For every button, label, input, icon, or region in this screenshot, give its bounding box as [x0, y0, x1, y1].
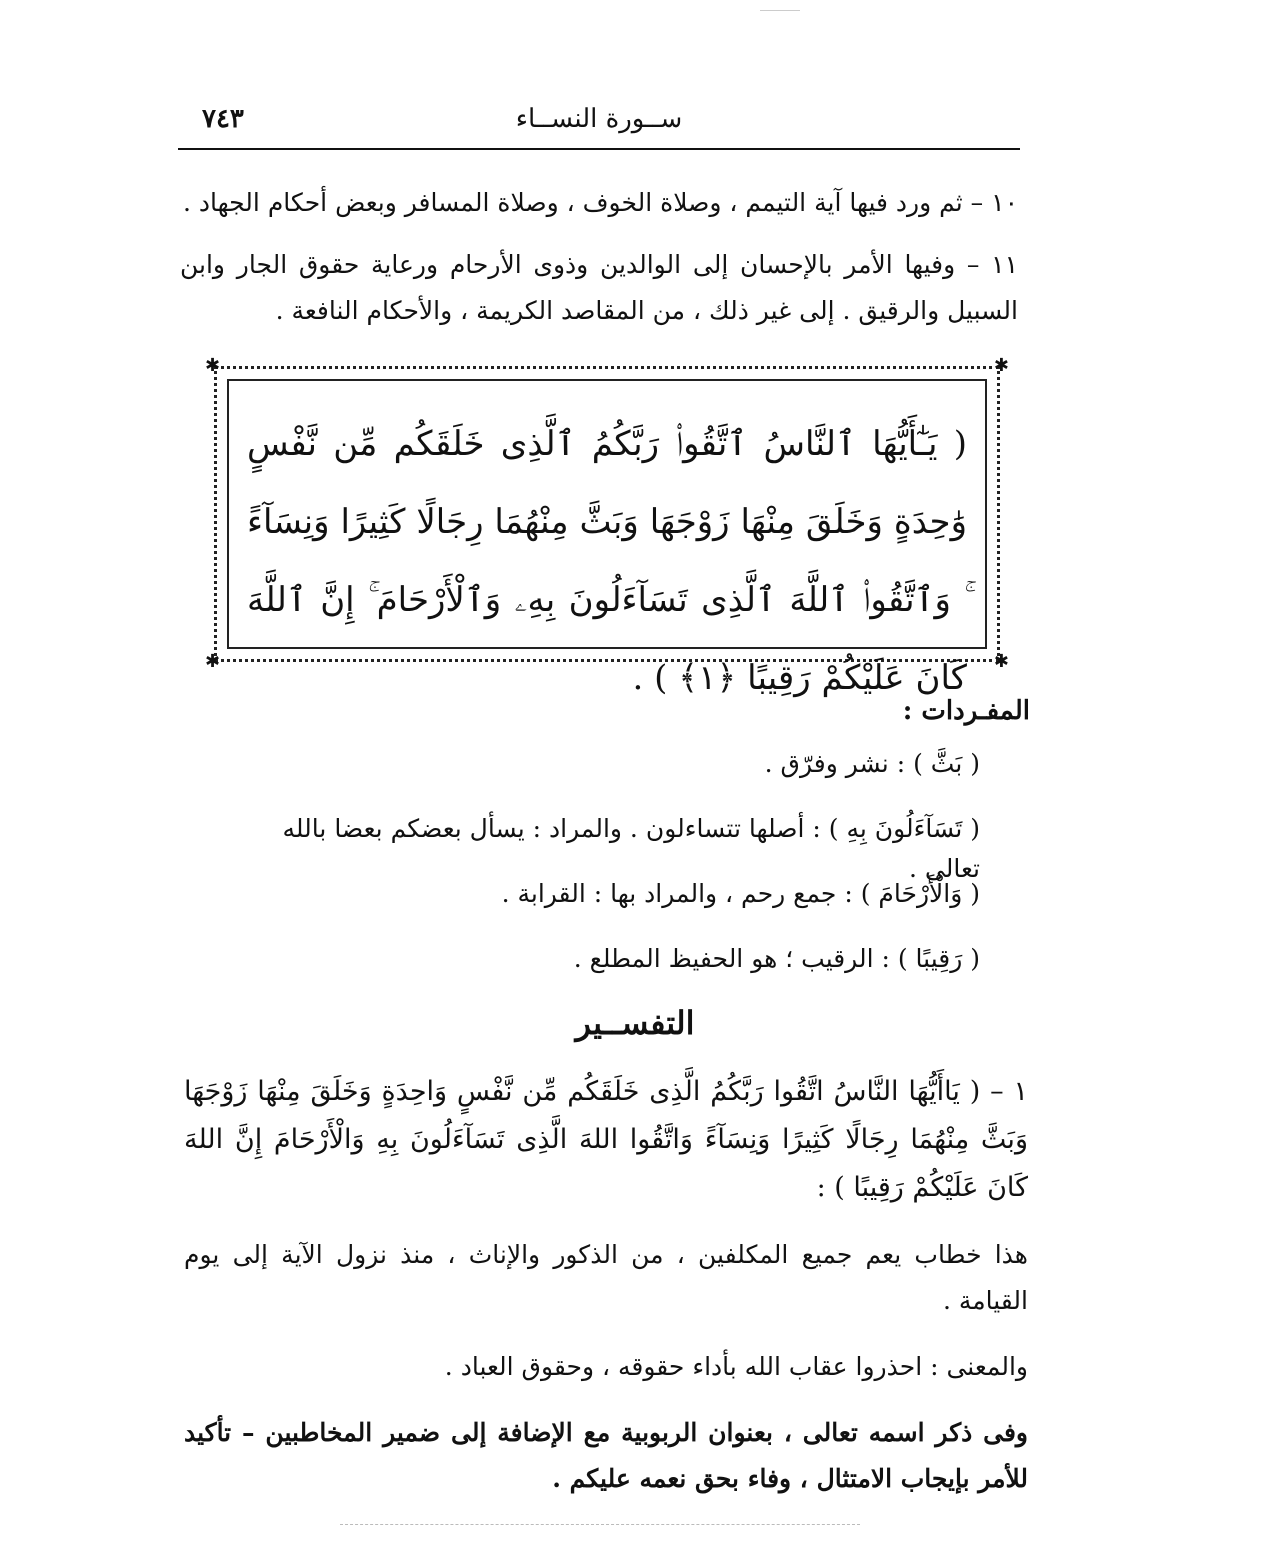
vocabulary-item: ( رَقِيبًا ) : الرقيب ؛ هو الحفيظ المطلع .: [573, 944, 980, 973]
frame-star-icon: ✱: [993, 651, 1009, 672]
commentary-paragraph: وفى ذكر اسمه تعالى ، بعنوان الربوبية مع الإضافة إلى ضمير المخاطبين – تأكيد للأمر بإيجاب الامتثال ، وفاء بحق نعمه عليكم .: [184, 1418, 1028, 1493]
commentary-verse: ١ – ( يَاأَيُّهَا النَّاسُ اتَّقُوا رَبَّكُمُ الَّذِى خَلَقَكُم مِّن نَّفْسٍ وَاحِدَةٍ وَخَلَقَ مِنْهَا زَوْجَهَا وَبَثَّ مِنْهُمَا رِجَالًا كَثِيرًا وَنِسَآءً وَاتَّقُوا اللهَ الَّذِى تَسَآءَلُونَ بِهِ وَالْأَرْحَامَ إِنَّ اللهَ كَانَ عَلَيْكُمْ رَقِيبًا ) :: [184, 1076, 1028, 1203]
frame-star-icon: ✱: [993, 355, 1009, 376]
vocabulary-heading: المفـردات :: [902, 696, 1030, 726]
vocabulary-item: ( تَسَآءَلُونَ بِهِ ) : أصلها تتساءلون . والمراد : يسأل بعضكم بعضا بالله تعالى .: [282, 814, 980, 883]
page-number: ٧٤٣: [202, 104, 244, 134]
frame-star-icon: ✱: [205, 355, 221, 376]
surah-title: ســورة النســاء: [515, 104, 683, 134]
commentary-section: [184, 1232, 1028, 1522]
quran-verse: ( يَـٰٓأَيُّهَا ٱلنَّاسُ ٱتَّقُوا۟ رَبَّكُمُ ٱلَّذِى خَلَقَكُم مِّن نَّفْسٍ وَٰحِدَةٍ وَخَلَقَ مِنْهَا زَوْجَهَا وَبَثَّ مِنْهُمَا رِجَالًا كَثِيرًا وَنِسَآءً ۚ وَٱتَّقُوا۟ ٱللَّهَ ٱلَّذِى تَسَآءَلُونَ بِهِۦ وَٱلْأَرْحَامَ ۚ إِنَّ ٱللَّهَ كَانَ عَلَيْكُمْ رَقِيبًا ﴿١﴾ ) .: [247, 424, 967, 698]
bottom-scan-mark: [340, 1524, 860, 1525]
commentary-paragraph: والمعنى : احذروا عقاب الله بأداء حقوقه ، وحقوق العباد .: [444, 1352, 1028, 1381]
tafsir-heading: التفســير: [575, 1004, 695, 1042]
intro-item: ١١ – وفيها الأمر بالإحسان إلى الوالدين وذوى الأرحام ورعاية حقوق الجار وابن السبيل والرقيق . إلى غير ذلك ، من المقاصد الكريمة ، والأحكام النافعة .: [180, 250, 1018, 325]
page-header: [178, 100, 1020, 150]
vocabulary-item: ( وَالْأَرْحَامَ ) : جمع رحم ، والمراد بها : القرابة .: [501, 879, 980, 908]
vocabulary-list: [240, 744, 980, 1004]
intro-section: [180, 180, 1018, 350]
commentary-paragraph: هذا خطاب يعم جميع المكلفين ، من الذكور والإناث ، منذ نزول الآية إلى يوم القيامة .: [184, 1240, 1028, 1315]
vocabulary-item: ( بَثَّ ) : نشر وفرّق .: [764, 749, 980, 778]
intro-item: ١٠ – ثم ورد فيها آية التيمم ، وصلاة الخوف ، وصلاة المسافر وبعض أحكام الجهاد .: [183, 188, 1018, 217]
verse-frame: [205, 355, 1009, 698]
top-scan-mark: [760, 10, 800, 11]
frame-star-icon: ✱: [205, 651, 221, 672]
